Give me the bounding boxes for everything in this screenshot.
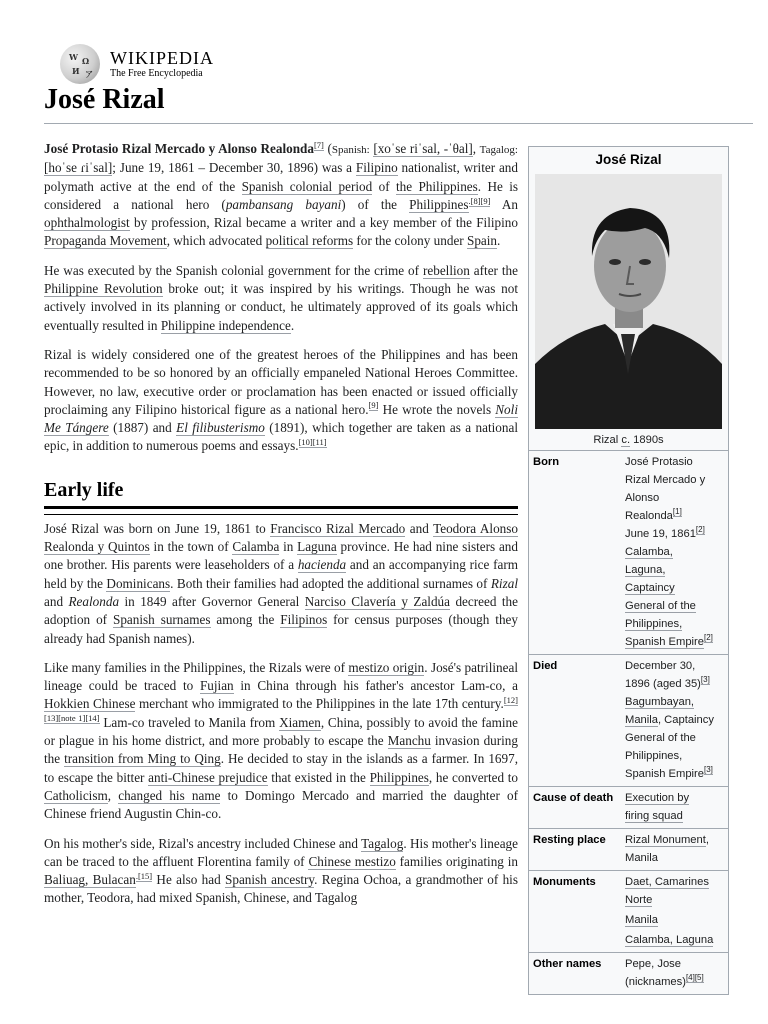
- article-link[interactable]: Calamba: [232, 539, 280, 555]
- section-early-life: [44, 478, 518, 515]
- page-title: José Rizal: [44, 84, 165, 115]
- article-link[interactable]: Philippine Revolution: [44, 281, 163, 297]
- article-link[interactable]: Teodora Alonso Realonda y Quintos: [44, 520, 518, 555]
- article-link[interactable]: Chinese mestizo: [308, 853, 396, 869]
- article-link[interactable]: Baliuag, Bulacan: [44, 872, 136, 888]
- infobox-label: Died: [533, 660, 558, 672]
- logo-wordmark: WIKIPEDIA: [110, 48, 214, 68]
- place-link[interactable]: Philippines,: [625, 618, 683, 630]
- article-link[interactable]: Catholicism: [44, 787, 108, 803]
- citation-link[interactable]: .[15]: [135, 870, 153, 881]
- monument-link[interactable]: Norte: [625, 894, 653, 906]
- infobox-label: Monuments: [533, 876, 596, 888]
- infobox-label: Born: [533, 456, 560, 468]
- article-link[interactable]: transition from Ming to Qing: [64, 751, 221, 767]
- infobox-row-cause-of-death: [529, 786, 728, 828]
- place-link[interactable]: Laguna,: [625, 564, 666, 576]
- citation-link[interactable]: [12][13][note 1][14]: [44, 695, 518, 724]
- article-link[interactable]: political reforms: [265, 233, 354, 249]
- ipa-link[interactable]: [hoˈse ɾiˈsal]: [44, 160, 113, 176]
- article-link[interactable]: Philippines: [409, 196, 469, 212]
- article-link[interactable]: Philippine independence: [160, 317, 291, 333]
- citation-link[interactable]: [3]: [700, 675, 710, 685]
- portrait-photo[interactable]: [535, 174, 722, 429]
- citation-link[interactable]: [3]: [703, 765, 713, 775]
- place-link[interactable]: Captaincy: [625, 582, 675, 594]
- infobox-row-monuments: [529, 870, 728, 952]
- early-life-paragraph-2: Like many families in the Philippines, the Rizals were of mestizo origin. José's patrilineal lineage could be traced to Fujian in China through his father's ancestor Lam-co, a Hokkien Chinese merchant who immigrated to the Philippines in the late 17th century.[12][13][note 1][14] Lam-co traveled to Manila from Xiamen, China, possibly to avoid the famine or plague in his home district, and more probably to escape the Manchu invasion during the transition from Ming to Qing. He decided to stay in the islands as a farmer. In 1697, to escape the bitter anti-Chinese prejudice that existed in the Philippines, he converted to Catholicism, changed his name to Domingo Mercado and married the daughter of Chinese friend Augustin Chin-co.: [44, 659, 519, 822]
- place-link[interactable]: General of the: [625, 600, 696, 612]
- article-body: [44, 140, 518, 919]
- article-link[interactable]: El filibusterismo: [176, 420, 265, 436]
- article-link[interactable]: Spain: [466, 233, 498, 249]
- portrait-caption: Rizal c. 1890s: [593, 434, 664, 446]
- monument-link[interactable]: Rizal Monument: [625, 834, 706, 846]
- article-link[interactable]: Spanish ancestry: [225, 872, 315, 888]
- article-link[interactable]: Dominicans: [106, 575, 171, 591]
- citation-link[interactable]: [2]: [703, 633, 713, 643]
- title-divider: [44, 123, 753, 124]
- early-life-paragraph-3: On his mother's side, Rizal's ancestry included Chinese and Tagalog. His mother's lineage can be traced to the affluent Florentina family of Chinese mestizo families originating in Baliuag, Bulacan$^{.[15]}$ He also had Spanish ancestry. Regina Ochoa, a grandmother of his mother, Teodora, had mixed Spanish, Chinese, and Tagalog: [44, 835, 518, 906]
- article-link[interactable]: Filipinos: [280, 612, 328, 628]
- article-link[interactable]: Tagalog: [361, 835, 404, 851]
- intro-paragraph-3: Rizal is widely considered one of the greatest heroes of the Philippines and has been recommended to be so honored by an officially empaneled National Heroes Committee. However, no law, executive order or proclamation has been enacted or issued officially proclaiming any Filipino historical figure as a national hero.[9] He wrote the novels Noli Me Tángere (1887) and El filibusterismo (1891), which together are taken as a national epic, in addition to numerous poems and essays.[10][11]: [44, 346, 518, 454]
- article-link[interactable]: ophthalmologist: [44, 215, 130, 231]
- wikipedia-logo[interactable]: [60, 44, 214, 84]
- citation-link[interactable]: [10][11]: [298, 437, 327, 448]
- place-link[interactable]: Calamba,: [625, 546, 673, 558]
- ipa-link[interactable]: [xoˈse riˈsal, -ˈθal]: [373, 141, 473, 156]
- infobox-value: José Protasio Rizal Mercado y Alonso Realonda[1] June 19, 1861[2] Calamba, Laguna, Captaincy General of the Philippines, Spanish Empire[2]: [625, 456, 713, 648]
- article-link[interactable]: Manchu: [387, 733, 431, 749]
- wikipedia-globe-icon: W Ω И ア: [60, 44, 100, 84]
- citation-link[interactable]: [1]: [672, 507, 682, 517]
- article-link[interactable]: Noli Me Tángere: [44, 401, 518, 436]
- citation-link[interactable]: [4][5]: [685, 973, 704, 983]
- citation-link[interactable]: .[8][9]: [468, 195, 491, 206]
- infobox-value: December 30, 1896 (aged 35)[3] Bagumbayan, Manila, Captaincy General of the Philippines, Spanish Empire[3]: [625, 660, 714, 780]
- infobox-value: Pepe, Jose (nicknames)[4][5]: [625, 958, 704, 988]
- article-link[interactable]: Narciso Clavería y Zaldúa: [304, 593, 451, 609]
- citation-link[interactable]: [2]: [695, 525, 705, 535]
- circa-link[interactable]: c.: [621, 434, 631, 446]
- infobox-row-other-names: [529, 952, 728, 994]
- infobox-value: [625, 789, 724, 825]
- article-link[interactable]: anti-Chinese prejudice: [148, 769, 268, 785]
- infobox-value: [625, 873, 724, 949]
- place-link[interactable]: Spanish Empire: [625, 636, 704, 648]
- intro-paragraph-2: He was executed by the Spanish colonial government for the crime of rebellion after the Philippine Revolution broke out; it was inspired by his writings. Though he was not actively involved in its planning or conduct, he ultimately approved of its goals which eventually resulted in Philippine independence.: [44, 262, 519, 333]
- monument-link[interactable]: Calamba, Laguna: [625, 934, 714, 946]
- execution-link[interactable]: Execution by: [625, 792, 690, 804]
- article-link[interactable]: Fujian: [199, 678, 234, 694]
- article-link[interactable]: Spanish surnames: [113, 612, 211, 628]
- article-link[interactable]: rebellion: [422, 262, 470, 278]
- infobox-row-born: [529, 450, 728, 654]
- article-link[interactable]: Francisco Rizal Mercado: [270, 520, 406, 536]
- section-heading: Early life: [44, 478, 124, 501]
- article-link[interactable]: Hokkien Chinese: [44, 696, 136, 712]
- place-link[interactable]: Manila: [625, 714, 658, 726]
- citation-link[interactable]: [7]: [313, 139, 324, 150]
- logo-tagline: The Free Encyclopedia: [110, 68, 203, 79]
- infobox-label: Cause of death: [533, 792, 614, 804]
- infobox-value: Rizal Monument, Manila: [625, 834, 709, 864]
- article-link[interactable]: the Philippines: [395, 178, 478, 194]
- monument-link[interactable]: Manila: [625, 914, 658, 926]
- section-divider: [44, 506, 518, 515]
- intro-paragraph-1: José Protasio Rizal Mercado y Alonso Realonda[7] (Spanish: [xoˈse riˈsal, -ˈθal], Tagalog: [hoˈse ɾiˈsal]; June 19, 1861 – December 30, 1896) was a Filipino nationalist, writer and polymath active at the end of the Spanish colonial period of the Philippines. He is considered a national hero (pambansang bayani) of the Philippines$^{.[8][9]}$ An ophthalmologist by profession, Rizal became a writer and a key member of the Filipino Propaganda Movement, which advocated political reforms for the colony under Spain.: [44, 139, 518, 249]
- infobox-label: Other names: [533, 958, 602, 970]
- article-link[interactable]: Propaganda Movement: [44, 233, 167, 249]
- article-link[interactable]: hacienda: [297, 557, 347, 573]
- place-link[interactable]: Bagumbayan,: [625, 696, 695, 708]
- article-link[interactable]: changed his name: [118, 787, 221, 803]
- infobox-title: José Rizal: [595, 152, 662, 167]
- article-link[interactable]: Xiamen: [279, 714, 321, 730]
- infobox-row-died: [529, 654, 728, 786]
- article-link[interactable]: Philippines: [369, 769, 429, 785]
- infobox-label: Resting place: [533, 834, 606, 846]
- citation-link[interactable]: [9]: [368, 400, 379, 411]
- early-life-paragraph-1: José Rizal was born on June 19, 1861 to Francisco Rizal Mercado and Teodora Alonso Realonda y Quintos in the town of Calamba in Laguna province. He had nine sisters and one brother. His parents were leaseholders of a hacienda and an accompanying rice farm held by the Dominicans. Both their families had adopted the additional surnames of Rizal and Realonda in 1849 after Governor General Narciso Clavería y Zaldúa decreed the adoption of Spanish surnames among the Filipinos for census purposes (though they already had Spanish names).: [44, 520, 519, 646]
- execution-link[interactable]: firing squad: [625, 810, 683, 822]
- portrait-illustration: [535, 174, 722, 429]
- article-link[interactable]: Filipino: [355, 160, 398, 176]
- article-link[interactable]: mestizo origin: [348, 659, 425, 675]
- monument-link[interactable]: Daet, Camarines: [625, 876, 709, 888]
- infobox-row-resting-place: [529, 828, 728, 870]
- article-link[interactable]: Laguna: [297, 539, 337, 555]
- infobox: [528, 146, 729, 995]
- article-link[interactable]: Spanish colonial period: [241, 178, 373, 194]
